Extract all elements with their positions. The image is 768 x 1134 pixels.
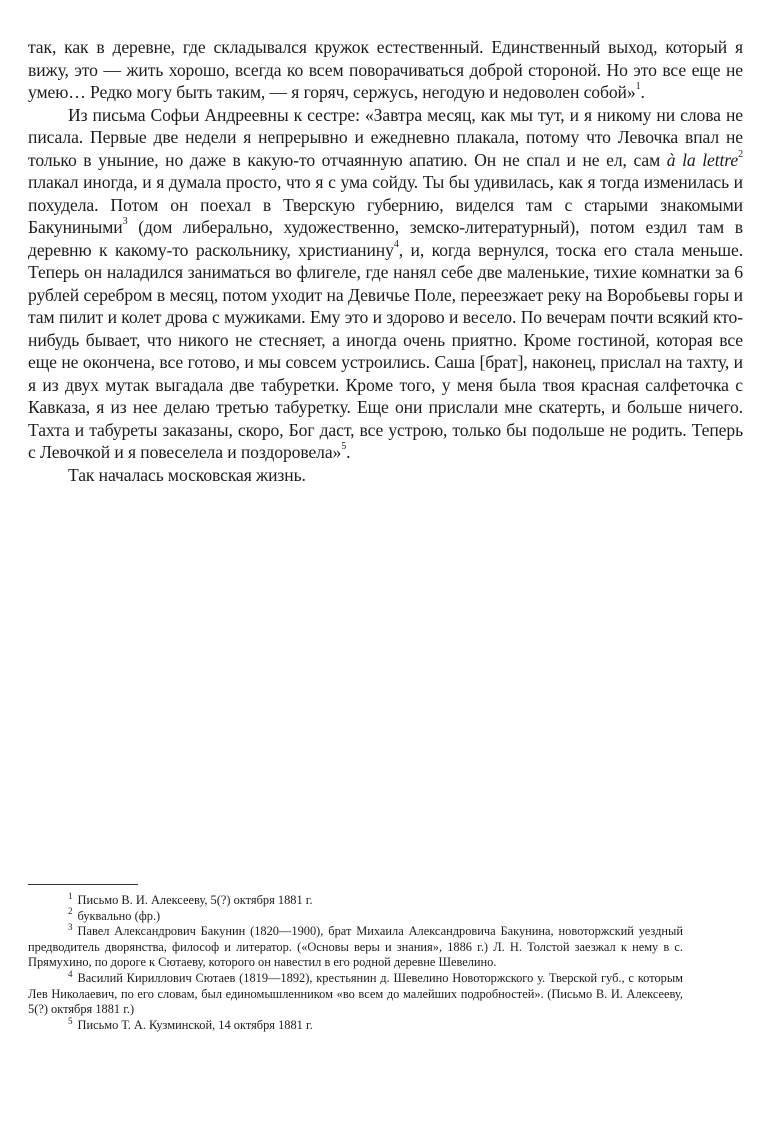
paragraph <box>28 104 743 464</box>
footnote <box>28 1015 683 1034</box>
footnote-ref: 3 <box>122 216 128 228</box>
text-run: так, как в деревне, где складывался кружок естественный. Единственный выход, который я вижу, это — жить хорошо, всегда ко всем поворачиваться доброй стороной. Но это все еще не умею… Редко могу быть таким, — я горяч, сержусь, негодую и недоволен собой» <box>28 37 743 102</box>
footnote-number: 3 <box>68 922 73 933</box>
footnote-text: Василий Кириллович Сютаев (1819—1892), крестьянин д. Шевелино Новоторжского у. Тверской губ., с которым Лев Николаевич, по его словам, был единомышленником «во всем до малейших подробностей». (Письмо В. И. Алексееву, 5(?) октября 1881 г.) <box>28 970 683 1017</box>
text-run: плакал иногда, и я думала просто, что я с ума сойду. Ты бы удивилась, как я тогда изменилась и похудела. Потом он поехал в Тверскую губернию, виделся там с старыми знакомыми Бакуниными <box>28 172 743 237</box>
footnote <box>28 890 683 909</box>
footnote <box>28 924 683 971</box>
footnote-number: 4 <box>68 968 73 979</box>
footnote-ref: 1 <box>635 81 641 93</box>
footnote-list <box>28 890 683 1033</box>
text-run: (дом либерально, художественно, земско-литературный), потом ездил там в деревню к какому-то раскольнику, христианину <box>28 217 743 260</box>
footnote <box>28 968 683 1018</box>
footnote-divider <box>28 884 138 885</box>
footnote-text: Письмо Т. А. Кузминской, 14 октября 1881 г. <box>77 1017 313 1032</box>
document-page <box>28 36 743 486</box>
footnote-number: 5 <box>68 1015 73 1026</box>
text-run: . <box>640 82 645 102</box>
italic-text: à la lettre <box>666 149 739 170</box>
text-run: . <box>346 442 351 462</box>
footnote-number: 2 <box>68 906 73 917</box>
paragraph <box>28 464 743 487</box>
footnote <box>28 906 683 925</box>
footnote-text: буквально (фр.) <box>77 908 161 923</box>
footnote-ref: 2 <box>738 148 744 160</box>
text-run: Так началась московская жизнь. <box>68 464 306 485</box>
text-run: Из письма Софьи Андреевны к сестре: «Завтра месяц, как мы тут, и я никому ни слова не писала. Первые две недели я непрерывно и ежедневно плакала, потому что Левочка впал не только в уныние, но даже в какую-то отчаянную апатию. Он не спал и не ел, сам <box>28 104 743 170</box>
footnote-ref: 4 <box>393 238 399 250</box>
paragraph <box>28 36 743 104</box>
footnote-number: 1 <box>68 890 73 901</box>
main-text <box>28 36 743 486</box>
footnotes-section <box>28 884 683 1033</box>
footnote-text: Павел Александрович Бакунин (1820—1900), брат Михаила Александровича Бакунина, новоторжский уездный предводитель дворянства, философ и литератор. («Основы веры и знания», 1886 г.) Л. Н. Толстой заезжал к нему в с. Прямухино, по дороге к Сютаеву, которого он навестил в его родной деревне Шевелино. <box>28 924 683 970</box>
footnote-text: Письмо В. И. Алексееву, 5(?) октября 1881 г. <box>77 893 313 907</box>
text-run: , и, когда вернулся, тоска его стала меньше. Теперь он наладился заниматься во флигеле, где нанял себе две маленькие, тихие комнатки за 6 рублей серебром в месяц, потом уходит на Девичье Поле, переезжает реку на Воробьевы горы и там пилит и колет дрова с мужиками. Ему это и здорово и весело. По вечерам почти всякий кто-нибудь бывает, что никого не стесняет, а иногда очень приятно. Кроме гостиной, которая все еще не окончена, все готово, и мы совсем устроились. Саша [брат], наконец, прислал на тахту, и я из двух мутак выгадала две табуретки. Кроме того, у меня была твоя красная салфеточка с Кавказа, я из нее делаю третью табуретку. Еще они прислали мне скатерть, и больше ничего. Тахта и табуреты заказаны, скоро, Бог даст, все устрою, только бы подольше не родить. Теперь с Левочкой и я повеселела и поздоровела» <box>28 239 743 462</box>
footnote-ref: 5 <box>341 441 347 453</box>
